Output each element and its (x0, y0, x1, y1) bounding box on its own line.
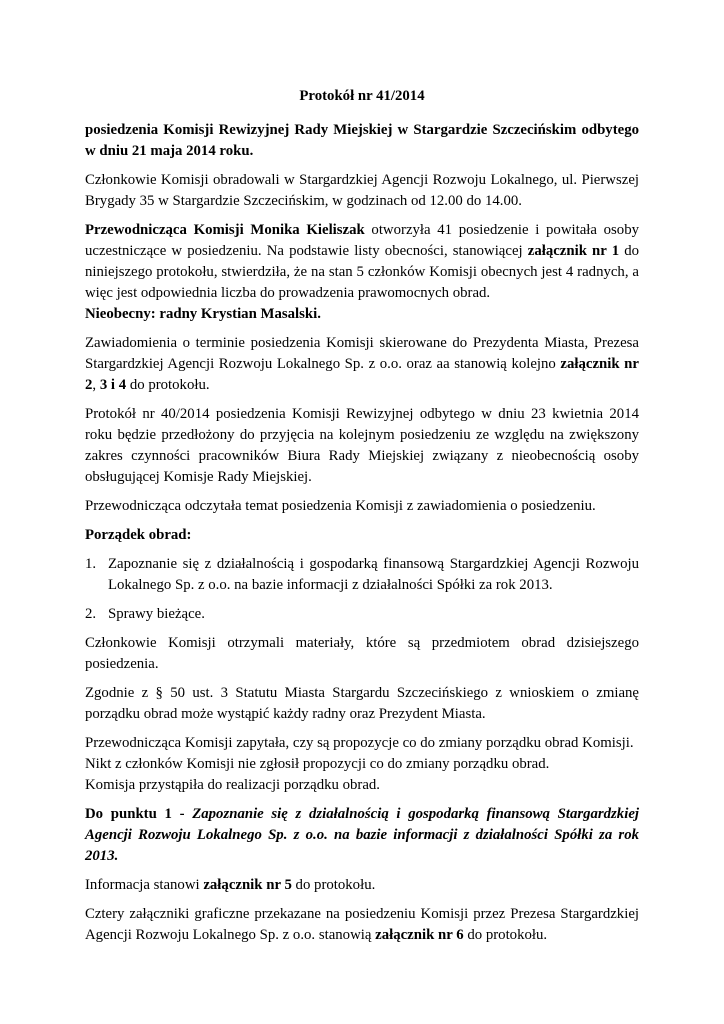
point-1-label: Do punktu 1 - (85, 806, 193, 822)
order-change-line-1: Przewodnicząca Komisji zapytała, czy są propozycje co do zmiany porządku obrad Komisji. (85, 735, 634, 751)
notices-text-2: do protokołu. (126, 377, 210, 393)
absent-member-note: Nieobecny: radny Krystian Masalski. (85, 306, 321, 322)
notices-separator: , (92, 377, 100, 393)
order-change-line-3: Komisja przystąpiła do realizacji porządku obrad. (85, 777, 381, 793)
agenda-item-2 (85, 604, 639, 625)
point-1-paragraph (85, 804, 639, 867)
attachment-1-reference: załącznik nr 1 (527, 243, 620, 259)
agenda-item-1 (85, 554, 639, 596)
agenda-item-2-text: Sprawy bieżące. (108, 606, 205, 622)
attachment-6-text-1: Cztery załączniki graficzne przekazane na posiedzeniu Komisji przez Prezesa Stargardzkiej Agencji Rozwoju Lokalnego Sp. z o.o. stanowią (85, 906, 639, 943)
materials-paragraph: Członkowie Komisji otrzymali materiały, które są przedmiotem obrad dzisiejszego posiedzenia. (85, 635, 639, 672)
attachment-6-paragraph (85, 904, 639, 946)
previous-protocol-paragraph: Protokół nr 40/2014 posiedzenia Komisji Rewizyjnej odbytego w dniu 23 kwietnia 2014 roku będzie przedłożony do przyjęcia na kolejnym posiedzeniu ze względu na zwiększony zakres czynności pracowników Biura Rady Miejskiej związany z nieobecnością osoby obsługującej Komisje Rady Miejskiej. (85, 406, 639, 485)
opening-paragraph (85, 220, 639, 325)
attachment-6-reference: załącznik nr 6 (375, 927, 464, 943)
agenda-item-1-text: Zapoznanie się z działalnością i gospodarką finansową Stargardzkiej Agencji Rozwoju Lokalnego Sp. z o.o. na bazie informacji z działalności Spółki za rok 2013. (108, 556, 639, 593)
agenda-item-1-number: 1. (85, 556, 97, 572)
chairwoman-name: Przewodnicząca Komisji Monika Kieliszak (85, 222, 365, 238)
opening-text-2: do niniejszego protokołu, stwierdziła, że na stan 5 członków Komisji obecnych jest 4 radnych, a więc jest odpowiednia liczba do prowadzenia prawomocnych obrad. (85, 243, 640, 301)
order-change-paragraph (85, 733, 639, 796)
attachment-6-text-2: do protokołu. (463, 927, 548, 943)
session-subject-paragraph: posiedzenia Komisji Rewizyjnej Rady Miejskiej w Stargardzie Szczecińskim odbytego w dniu 21 maja 2014 roku. (85, 122, 639, 159)
attachment-5-paragraph (85, 875, 639, 896)
attachment-5-text-1: Informacja stanowi (85, 877, 204, 893)
notices-paragraph (85, 333, 639, 396)
notices-text-1: Zawiadomienia o terminie posiedzenia Komisji skierowane do Prezydenta Miasta, Prezesa Stargardzkiej Agencji Rozwoju Lokalnego Sp. z o.o. oraz aa stanowią kolejno (85, 335, 639, 372)
attachment-5-text-2: do protokołu. (291, 877, 376, 893)
session-location-paragraph: Członkowie Komisji obradowali w Stargardzkiej Agencji Rozwoju Lokalnego, ul. Pierwszej Brygady 35 w Stargardzie Szczecińskim, w godzinach od 12.00 do 14.00. (85, 172, 639, 209)
agenda-item-2-number: 2. (85, 606, 97, 622)
statute-paragraph: Zgodnie z § 50 ust. 3 Statutu Miasta Stargardu Szczecińskiego z wnioskiem o zmianę porządku obrad może wystąpić każdy radny oraz Prezydent Miasta. (85, 685, 639, 722)
attachment-5-reference: załącznik nr 5 (203, 877, 292, 893)
point-1-topic: Zapoznanie się z działalnością i gospodarką finansową Stargardzkiej Agencji Rozwoju Lokalnego Sp. z o.o. na bazie informacji z działalności Spółki za rok 2013. (85, 806, 640, 864)
attachment-3-4-reference: 3 i 4 (99, 377, 127, 393)
document-title: Protokół nr 41/2014 (299, 88, 425, 104)
order-change-line-2: Nikt z członków Komisji nie zgłosił propozycji co do zmiany porządku obrad. (85, 756, 550, 772)
attachment-2-reference: załącznik nr 2 (85, 356, 639, 393)
topic-read-paragraph: Przewodnicząca odczytała temat posiedzenia Komisji z zawiadomienia o posiedzeniu. (85, 498, 596, 514)
opening-text-1: otworzyła 41 posiedzenie i powitała osoby uczestniczące w posiedzeniu. Na podstawie listy obecności, stanowiącej (85, 222, 639, 259)
agenda-heading: Porządek obrad: (85, 527, 192, 543)
